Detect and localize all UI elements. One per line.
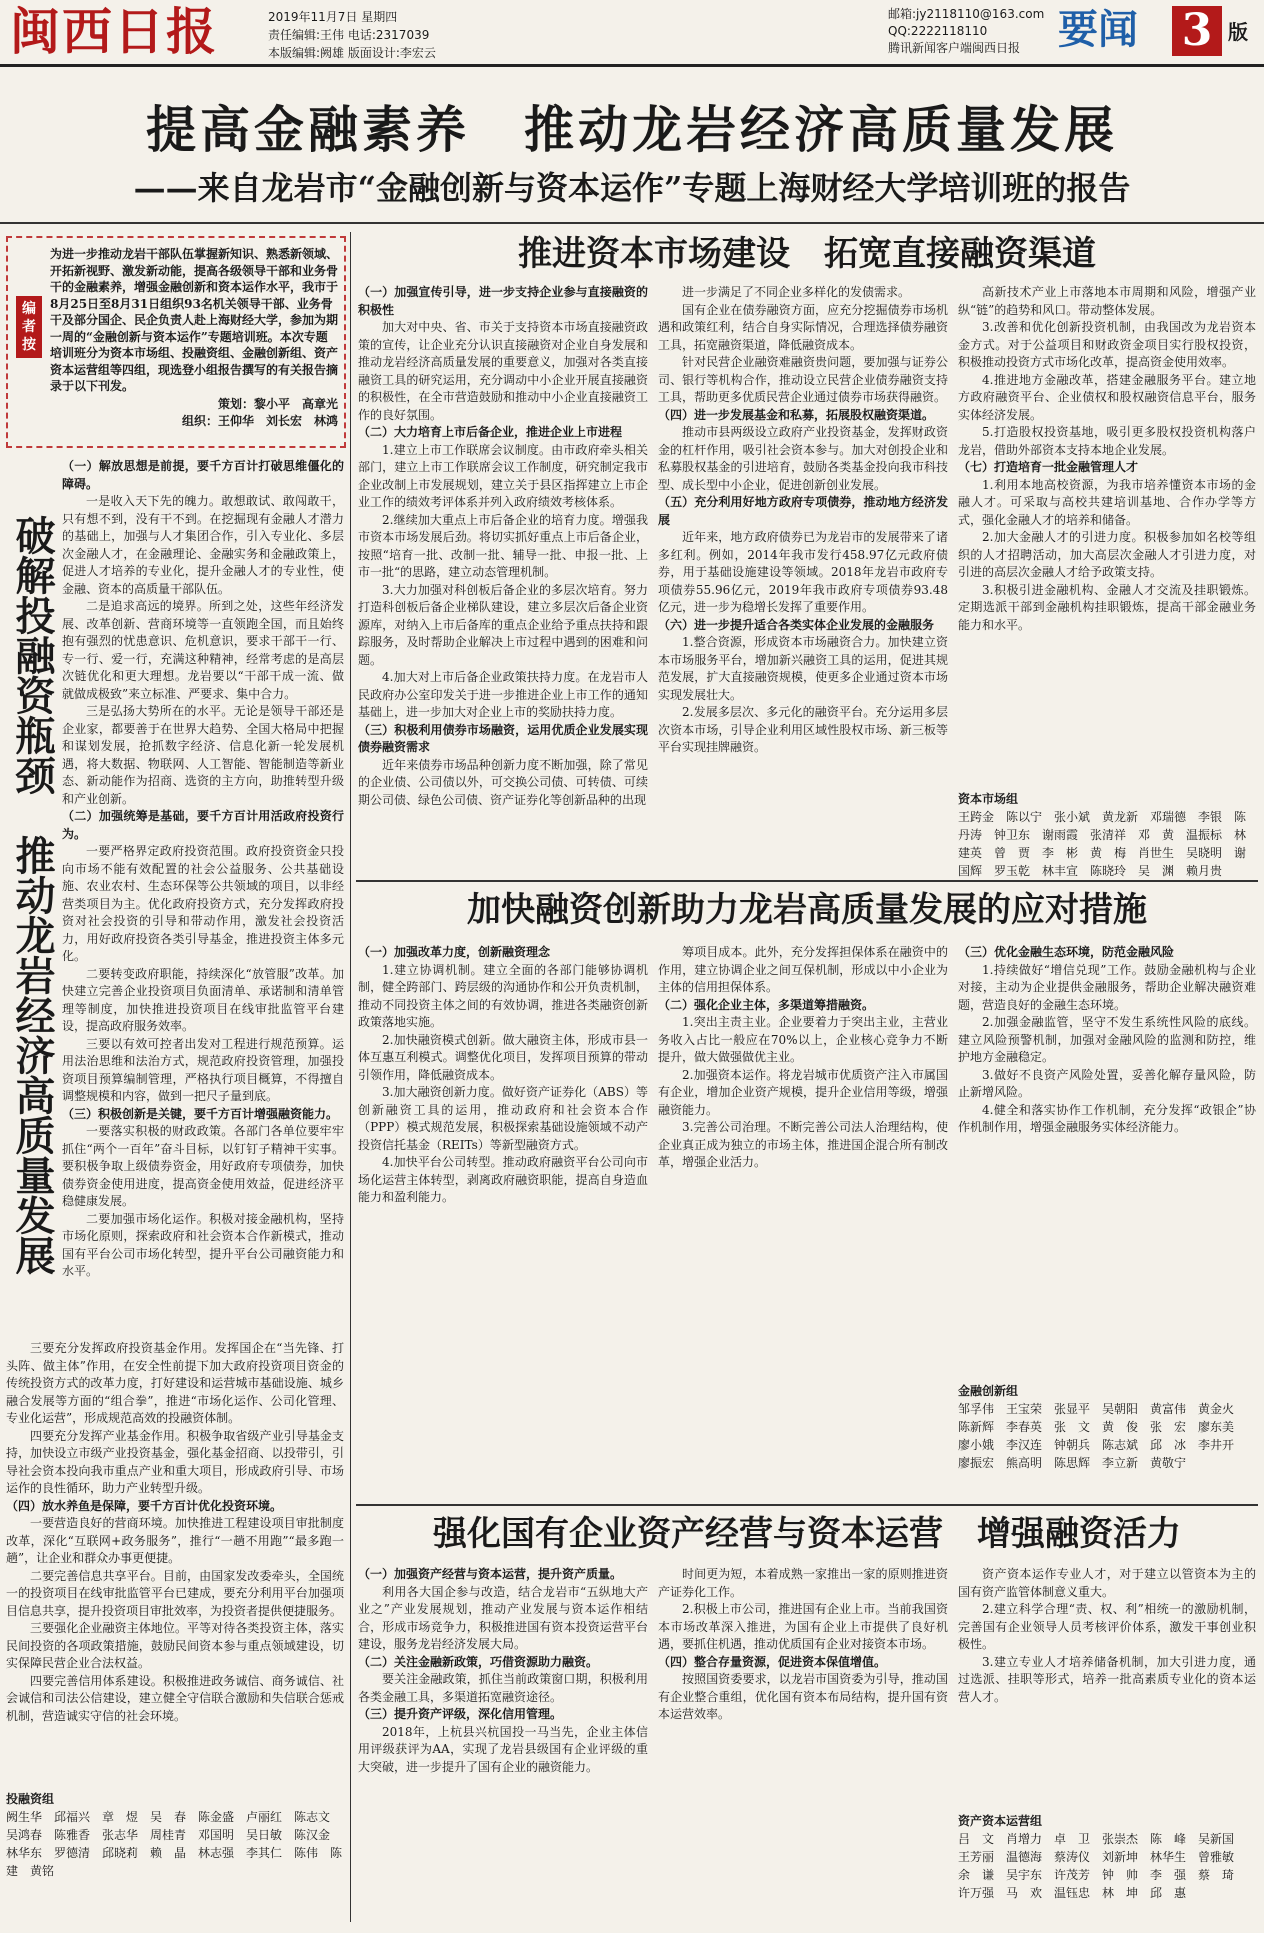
article1-credits-title: 投融资组 — [6, 1792, 55, 1806]
paragraph-heading: （二）强化企业主体，多渠道筹措融资。 — [658, 997, 875, 1012]
paragraph: 资产资本运作专业人才，对于建立以管资本为主的国有资产监管体制意义重大。 — [958, 1567, 1256, 1599]
paragraph: 2.加强金融监管，坚守不发生系统性风险的底线。建立风险预警机制，加强对金融风险的监测和防控，维护地方金融稳定。 — [958, 1015, 1256, 1064]
paragraph: 四要完善信用体系建设。积极推进政务诚信、商务诚信、社会诚信和司法公信建设，建立健全守信联合激励和失信联合惩戒机制，营造诚实守信的社会环境。 — [6, 1673, 344, 1723]
paragraph: 2.发展多层次、多元化的融资平台。充分运用多层次资本市场，引导企业利用区域性股权市场、新三板等平台实现挂牌融资。 — [658, 705, 948, 754]
paragraph: 1.建立上市工作联席会议制度。由市政府牵头相关部门，建立上市工作联席会议工作制度，研究制定我市企业改制上市发展规划，建立关于县区指挥建立上市企业工作的绩效考评体系并列入政府绩效考核体系。 — [358, 442, 648, 509]
paragraph: 3.加大融资创新力度。做好资产证券化（ABS）等创新融资工具的运用，推动政府和社会资本合作（PPP）模式规范发展，积极探索基础设施领域不动产投资信托基金（REITs）等新型融资方式。 — [358, 1085, 648, 1152]
paragraph: 1.突出主责主业。企业要着力于突出主业，主营业务收入占比一般应在70%以上，企业核心竞争力不断提升，做大做强做优主业。 — [658, 1015, 948, 1064]
article1-credits-names: 阙生华 邱福兴 章 煜 吴 春 陈金盛 卢丽红 陈志文 吴鸿春 陈雅香 张志华 周桂青 邓国明 吴日敏 陈汉金 林华东 罗德清 邱晓莉 赖 晶 林志强 李其仁 陈伟 陈建 黄铭 — [6, 1810, 343, 1878]
paragraph: 按照国资委要求，以龙岩市国资委为引导，推动国有企业整合重组，优化国有资本布局结构，提升国有资本运营效率。 — [658, 1672, 948, 1721]
paragraph-heading: （三）提升资产评级，深化信用管理。 — [358, 1707, 563, 1721]
paragraph: 一要严格界定政府投资范围。政府投资资金只投向市场不能有效配置的社会公益服务、公共基础设施、农业农村、生态环保等公共领域的项目，以非经营类项目为主。优化政府投资方式，充分发挥政府投资对社会投资的引导和带动作用，激发社会投资活力，用好政府投资各类引导基金，推进投资主体多元化。 — [62, 844, 344, 963]
paragraph: 一要营造良好的营商环境。加快推进工程建设项目审批制度改革，深化“互联网+政务服务”，推行“一趟不用跑”“最多跑一趟”，让企业和群众办事更便捷。 — [6, 1516, 344, 1565]
paragraph-heading: （一）加强资产经营与资本运营，提升资产质量。 — [358, 1567, 623, 1581]
paragraph-heading: （一）解放思想是前提，要千方百计打破思维僵化的障碍。 — [62, 459, 344, 491]
article4-column-1 — [358, 1566, 648, 1926]
planner-line: 策划：黎小平 高章光 — [217, 397, 338, 411]
layout-editor: 本版编辑:阙雄 版面设计:李宏云 — [268, 46, 436, 60]
paragraph-heading: （三）积极创新是关键，要千方百计增强融资能力。 — [62, 1106, 339, 1121]
article-divider — [356, 1504, 1258, 1506]
paragraph: 2018年，上杭县兴杭国投一马当先，企业主体信用评级获评为AA，实现了龙岩县级国有企业评级的重大突破，进一步提升了国有企业的融资能力。 — [358, 1724, 648, 1774]
paragraph-heading: （四）进一步发展基金和私募，拓展股权融资渠道。 — [658, 407, 935, 422]
paragraph: 3.完善公司治理。不断完善公司法人治理结构，使企业真正成为独立的市场主体，推进国企混合所有制改革，增强企业活力。 — [658, 1120, 948, 1169]
paragraph: 2.继续加大重点上市后备企业的培育力度。增强我市资本市场发展后劲。将切实抓好重点上市后备企业，按照“培育一批、改制一批、辅导一批、申报一批、上市一批“的思路，建立动态管理机制。 — [358, 512, 648, 579]
article-divider — [356, 880, 1258, 882]
paragraph: 2.加强资本运作。将龙岩城市优质资产注入市属国有企业，增加企业资产规模，提升企业信用等级，增强融资能力。 — [658, 1067, 948, 1117]
paragraph: 针对民营企业融资难融资贵问题，要加强与证券公司、银行等机构合作，推动设立民营企业债券融资支持工具，帮助更多优质民营企业通过债券市场获得融资。 — [658, 355, 948, 404]
paragraph-heading: （三）优化金融生态环境，防范金融风险 — [958, 945, 1175, 959]
article4-title: 强化国有企业资产经营与资本运营 增强融资活力 — [433, 1514, 1181, 1554]
paragraph: 加大对中央、省、市关于支持资本市场直接融资政策的宣传，让企业充分认识直接融资对企业自身发展和推动龙岩经济高质量发展的重要意义，加强对各类直接融资工具的研究运用，充分调动中小企业开展直接融资的积极性，在全市营造鼓励和推动中小企业直接融资工作的良好氛围。 — [358, 320, 648, 422]
paragraph: 3.做好不良资产风险处置，妥善化解存量风险，防止新增风险。 — [958, 1067, 1256, 1099]
article1-vertical-title: 破解投融资瓶颈 推动龙岩经济高质量发展 — [9, 515, 56, 1275]
paragraph: 近年来债券市场品种创新力度不断加强，除了常见的企业债、公司债以外，可交换公司债、可转债、可续期公司债、绿色公司债、资产证券化等创新品种的出现 — [358, 757, 648, 807]
paragraph: 利用各大国企参与改造，结合龙岩市“五纵地大产业之”产业发展规划，推动产业发展与资本运作相结合，形成市场竞争力，积极推进国有资本投资运营平台建设，服务龙岩经济发展大局。 — [358, 1584, 648, 1651]
newspaper-logo: 闽西日报 — [10, 2, 218, 61]
editor-note-sign — [50, 396, 338, 430]
article3-column-2 — [658, 944, 948, 1494]
page-number: 3 — [1172, 6, 1222, 56]
paragraph: 一要落实积极的财政政策。各部门各单位要牢牢抓住“两个一百年”奋斗目标，以钉钉子精神干实事。要积极争取上级债券资金，用好政府专项债券，加快债券资金使用进度，提高资金使用效益，促进经济平稳健康发展。 — [62, 1124, 344, 1208]
paragraph: 三要以有效可控者出发对工程进行规范预算。运用法治思维和法治方式，规范政府投资管理，加强投资项目预算编制管理，严格执行项目概算，不得擅自调整规模和内容，做到一把尺子量到底。 — [62, 1036, 344, 1103]
paragraph-heading: （五）充分利用好地方政府专项债券，推动地方经济发展 — [658, 495, 948, 527]
article1-column-2 — [6, 1340, 344, 1780]
paragraph: 三要充分发挥政府投资基金作用。发挥国企在“当先锋、打头阵、做主体”作用，在安全性前提下加大政府投资项目资金的传统投资方式的改革力度，打好建设和运营城市基础设施、城乡融合发展等方面的“组合拳”，推进“市场化运作、公司化管理、专业化运营”，形成规范高效的投融资体制。 — [6, 1341, 344, 1425]
paragraph: 一是收入天下先的魄力。敢想敢试、敢闯敢干，只有想不到，没有干不到。在挖掘现有金融人才潜力的基础上，加强与人才集团合作，引入专业化、多层次金融人才，在金融理论、金融实务和金融政策上，促进人才培养的专业化，提升金融人才的专业性，使金融、资本的高质量干部队伍。 — [62, 494, 344, 596]
article3-credits — [958, 1382, 1256, 1472]
paragraph: 2.积极上市公司，推进国有企业上市。当前我国资本市场改革深入推进，为国有企业上市提供了良好机遇，要抓住机遇，推动优质国有企业对接资本市场。 — [658, 1602, 948, 1651]
paragraph: 2.加大金融人才的引进力度。积极参加如名校等组织的人才招聘活动，加大高层次金融人才引进力度，对引进的高层次金融人才给予政策支持。 — [958, 530, 1256, 579]
contact-email: 邮箱:jy2118110@163.com — [888, 7, 1045, 21]
paragraph: 1.持续做好“增信兑现”工作。鼓励金融机构与企业对接，主动为企业提供金融服务，帮助企业解决融资难题，营造良好的金融生态环境。 — [958, 962, 1256, 1012]
paragraph-heading: （二）加强统筹是基础，要千方百计用活政府投资行为。 — [62, 809, 344, 841]
headline-divider — [0, 222, 1264, 224]
paragraph: 3.积极引进金融机构、金融人才交流及挂职锻炼。定期选派干部到金融机构挂职锻炼，提高干部金融业务能力和水平。 — [958, 582, 1256, 632]
masthead-contact — [888, 6, 1044, 57]
article3-column-1 — [358, 944, 648, 1494]
article2-column-2 — [658, 284, 948, 868]
article3-title: 加快融资创新助力龙岩高质量发展的应对措施 — [467, 890, 1147, 930]
paragraph: 进一步满足了不同企业多样化的发债需求。 — [682, 285, 911, 299]
article2-column-1 — [358, 284, 648, 868]
masthead — [0, 0, 1264, 67]
paragraph: 筹项目成本。此外，充分发挥担保体系在融资中的作用，建立协调企业之间互保机制，形成以中小企业为主体的信用担保体系。 — [658, 945, 948, 994]
paragraph: 二是追求高远的境界。所到之处，这些年经济发展、改革创新、营商环境等一直领跑全国，而且始终抱有强烈的忧患意识、危机意识，要求干部干一行、专一行、爱一行，充满这种精神，经常考虑的是高层次链优化和更大理想。龙岩要以“干部干成一流、做就做成极致”来立标准、严要求、集中合力。 — [62, 599, 344, 701]
article2-credits-title: 资本市场组 — [958, 792, 1019, 806]
article2-credits-names: 王跨金 陈以宁 张小斌 黄龙新 邓瑞德 李银 陈丹涛 钟卫东 谢雨霞 张清祥 邓 黄 温振标 林建英 曾 贾 李 彬 黄 梅 肖世生 吴晓明 谢国辉 罗玉乾 林丰宣 陈晓玲 吴 渊 赖月贵 — [958, 810, 1247, 878]
paragraph: 1.利用本地高校资源，为我市培养懂资本市场的金融人才。可采取与高校共建培训基地、合作办学等方式，强化金融人才的培养和储备。 — [958, 477, 1256, 527]
paragraph-heading: （四）整合存量资源，促进资本保值增值。 — [658, 1654, 887, 1669]
paragraph-heading: （一）加强改革力度，创新融资理念 — [358, 945, 551, 959]
paragraph: 3.建立专业人才培养储备机制，加大引进力度，通过选派、挂职等形式，培养一批高素质专业化的资本运营人才。 — [958, 1654, 1256, 1704]
sub-headline: ——来自龙岩市“金融创新与资本运作”专题上海财经大学培训班的报告 — [133, 169, 1131, 207]
paragraph-heading: （三）积极利用债券市场融资，运用优质企业发展实现债券融资需求 — [358, 722, 648, 754]
contact-qq: QQ:2222118110 — [888, 24, 988, 38]
contact-app: 腾讯新闻客户端闽西日报 — [888, 41, 1021, 55]
article4-credits — [958, 1812, 1256, 1902]
article3-credits-title: 金融创新组 — [958, 1384, 1019, 1398]
article3-column-3 — [958, 944, 1256, 1372]
paragraph-heading: （六）进一步提升适合各类实体企业发展的金融服务 — [658, 617, 935, 632]
paragraph: 二要加强市场化运作。积极对接金融机构，坚持市场化原则，探索政府和社会资本合作新模式，推动国有平台公司市场化转型，提升平台公司融资能力和水平。 — [62, 1211, 344, 1278]
paragraph: 3.大力加强对科创板后备企业的多层次培育。努力打造科创板后备企业梯队建设，建立多层次后备企业资源库，对纳入上市后备库的重点企业给予重点扶持和跟踪服务，及时帮助企业解决上市过程中遇到的困难和问题。 — [358, 582, 648, 667]
article3-credits-names: 邹孚伟 王宝荣 张显平 吴朝阳 黄富伟 黄金火 陈新辉 李春英 张 文 黄 俊 张 宏 廖东美 廖小娥 李汉连 钟朝兵 陈志斌 邱 冰 李井开 廖振宏 熊高明 陈思辉 李立新 黄敬宁 — [958, 1402, 1247, 1470]
paragraph: 二要转变政府职能，持续深化“放管服”改革。加快建立完善企业投资项目负面清单、承诺制和清单管理等制度，加快推进投资项目在线审批监管平台建设，提高政府服务效率。 — [62, 966, 344, 1033]
paragraph-heading: （一）加强宣传引导，进一步支持企业参与直接融资的积极性 — [358, 285, 648, 317]
article4-credits-title: 资产资本运营组 — [958, 1814, 1043, 1828]
article2-column-3 — [958, 284, 1256, 778]
paragraph: 四要充分发挥产业基金作用。积极争取省级产业引导基金支持，加快设立市级产业投资基金，强化基金招商、以投带引，引导社会资本投向我市重点产业和重大项目，形成政府引导、市场运作的良性循环，助力产业转型升级。 — [6, 1428, 344, 1495]
article2-title: 推进资本市场建设 拓宽直接融资渠道 — [518, 234, 1096, 274]
paragraph: 2.建立科学合理“责、权、利”相统一的激励机制，完善国有企业领导人员考核评价体系，激发干事创业积极性。 — [958, 1602, 1256, 1651]
paragraph: 2.加快融资模式创新。做大融资主体，形成市县一体互惠互利模式。调整优化项目，发挥项目预算的带动引领作用，降低融资成本。 — [358, 1032, 648, 1082]
article1-column-1 — [62, 458, 344, 1278]
article4-column-3 — [958, 1566, 1256, 1806]
editor-note-text: 为进一步推动龙岩干部队伍掌握新知识、熟悉新领域、开拓新视野、激发新动能，提高各级领导干部和业务骨干的金融素养，增强金融创新和资本运作水平，我市于8月25日至8月31日组织93名机关领导干部、业务骨干及部分国企、民企负责人赴上海财经大学，参加为期一周的“金融创新与资本运作”专题培训班。本次专题培训班分为资本市场组、投融资组、金融创新组、资产资本运营组等四组，现选登小组报告撰写的有关报告摘录于以下刊发。 — [50, 247, 339, 393]
paragraph: 4.加大对上市后备企业政策扶持力度。在龙岩市人民政府办公室印发关于进一步推进企业上市工作的通知基础上，进一步加大对企业上市的奖励扶持力度。 — [358, 670, 648, 719]
editor-note-tag: 编者按 — [16, 296, 42, 358]
page-unit: 版 — [1228, 20, 1248, 44]
masthead-info — [268, 8, 436, 62]
paragraph: 3.改善和优化创新投资机制，由我国改为龙岩资本金方式。对于公益项目和财政资金项目实行股权投资，积极推动投资方式市场化改革，提高资金使用效率。 — [958, 320, 1256, 369]
editor-note — [6, 236, 346, 448]
paragraph: 时间更为短，本着成熟一家推出一家的原则推进资产证券化工作。 — [658, 1567, 948, 1599]
responsible-editor: 责任编辑:王伟 电话:2317039 — [268, 28, 430, 42]
paragraph: 三是弘扬大势所在的水平。无论是领导干部还是企业家，都要善于在世界大趋势、全国大格局中把握和谋划发展，抢抓数字经济、信息化新一轮发展机遇，将大数据、物联网、人工智能、智能制造等新业态、新动能作为招商、选资的主方向，助推转型升级和产业创新。 — [62, 704, 344, 806]
paragraph: 1.整合资源，形成资本市场融资合力。加快建立资本市场服务平台，增加新兴融资工具的运用，促进其规范发展，扩大直接融资规模，使更多企业通过资本市场实现发展壮大。 — [658, 635, 948, 702]
article4-credits-names: 吕 文 肖增力 卓 卫 张崇杰 陈 峰 吴新国 王芳丽 温德海 蔡涛仪 刘新坤 林华生 曾雅敏 余 谦 吴宇东 许茂芳 钟 帅 李 强 蔡 琦 许万强 马 欢 温钰忠 林 坤 邱 惠 — [958, 1832, 1247, 1900]
section-name: 要闻 — [1058, 6, 1138, 53]
paragraph: 4.健全和落实协作工作机制，充分发挥“政银企”协作机制作用，增强金融服务实体经济能力。 — [958, 1102, 1256, 1134]
article1-credits — [6, 1790, 344, 1880]
paragraph: 1.建立协调机制。建立全面的各部门能够协调机制，健全跨部门、跨层级的沟通协作和公开负责机制，推动不同投资主体之间的有效协调，推进各类融资创新政策落地实施。 — [358, 962, 648, 1029]
paragraph-heading: （二）大力培育上市后备企业，推进企业上市进程 — [358, 425, 623, 439]
paragraph: 推动市县两级设立政府产业投资基金，发挥财政资金的杠杆作用，吸引社会资本参与。加大对创投企业和私募股权基金的引进培育，鼓励各类基金投向我市科技型、成长型中小企业，促进创新创业发展。 — [658, 425, 948, 492]
paragraph: 4.加快平台公司转型。推动政府融资平台公司向市场化运营主体转型，剥离政府融资职能，提高自身造血能力和盈利能力。 — [358, 1155, 648, 1204]
paragraph: 要关注金融政策，抓住当前政策窗口期，积极利用各类金融工具，多渠道拓宽融资途径。 — [358, 1672, 648, 1704]
paragraph-heading: （七）打造培育一批金融管理人才 — [958, 460, 1139, 474]
paragraph: 高新技术产业上市落地本市周期和风险，增强产业纵“链”的趋势和风口。带动整体发展。 — [958, 285, 1256, 317]
paragraph: 5.打造股权投资基地，吸引更多股权投资机构落户龙岩，借助外部资本支持本地企业发展。 — [958, 425, 1256, 457]
organizer-line: 组织：王仰华 刘长宏 林鸿 — [181, 414, 338, 428]
article2-credits — [958, 790, 1256, 880]
issue-date: 2019年11月7日 星期四 — [268, 10, 398, 24]
article4-column-2 — [658, 1566, 948, 1926]
main-headline: 提高金融素养 推动龙岩经济高质量发展 — [146, 100, 1118, 159]
paragraph: 近年来，地方政府债券已为龙岩市的发展带来了诸多红利。例如，2014年我市发行458.97亿元政府债券，用于基础设施建设等领域。2018年龙岩市政府专项债券55.96亿元，2019年我市政府专项债券93.48亿元，进一步为稳增长发挥了重要作用。 — [658, 530, 948, 614]
paragraph-heading: （二）关注金融新政策，巧借资源助力融资。 — [358, 1654, 599, 1669]
paragraph: 三要强化企业融资主体地位。平等对待各类投资主体，落实民间投资的各项政策措施，鼓励民间资本参与重点领域建设，切实保障民营企业合法权益。 — [6, 1621, 344, 1670]
paragraph: 二要完善信息共享平台。目前，由国家发改委牵头，全国统一的投资项目在线审批监管平台已建成，要充分利用平台加强项目信息共享，提升投资项目审批效率，为投资者提供便捷服务。 — [6, 1568, 344, 1618]
paragraph: 4.推进地方金融改革，搭建金融服务平台。建立地方政府融资平台、企业债权和股权融资信息平台，服务实体经济发展。 — [958, 372, 1256, 422]
paragraph-heading: （四）放水养鱼是保障，要千方百计优化投资环境。 — [6, 1498, 283, 1513]
paragraph: 国有企业在债券融资方面，应充分挖掘债券市场机遇和政策红利，结合自身实际情况，合理选择债券融资工具，拓宽融资渠道，降低融资成本。 — [658, 302, 948, 352]
column-divider — [350, 232, 351, 1922]
